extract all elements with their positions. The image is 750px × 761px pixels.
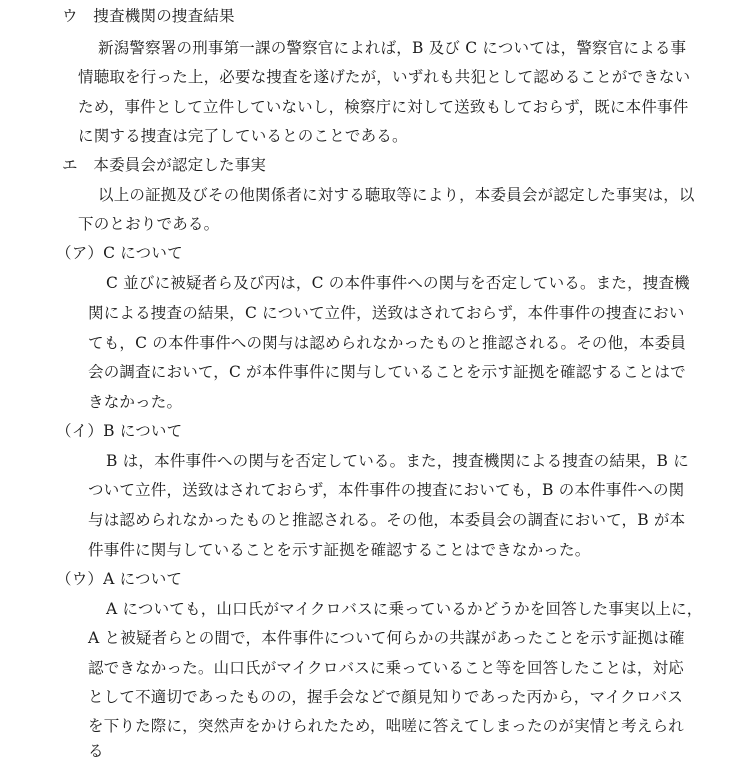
paragraph-line: 与は認められなかったものと推認される。その他，本委員会の調査において，B が本 [88,511,686,529]
paragraph-line: 会の調査において，C が本件事件に関与していることを示す証拠を確認することはで [88,363,686,381]
item-heading-u: （ウ）A について [56,570,183,588]
paragraph-line: 件事件に関与していることを示す証拠を確認することはできなかった。 [88,541,591,559]
paragraph-line: 情聴取を行った上，必要な捜査を遂げたが，いずれも共犯として認めることができない [78,68,691,86]
item-heading-i: （イ）B について [56,422,183,440]
paragraph-line: 新潟警察署の刑事第一課の警察官によれば，B 及び C については，警察官による事 [98,39,687,57]
paragraph-line: 関による捜査の結果，C について立件，送致はされておらず，本件事件の捜査におい [88,304,685,322]
paragraph-line: A と被疑者らとの間で，本件事件について何らかの共謀があったことを示す証拠は確 [88,629,685,647]
paragraph-line: B は，本件事件への関与を否定している。また，捜査機関による捜査の結果，B に [106,452,689,470]
paragraph-line: を下りた際に，突然声をかけられたため，咄嗟に答えてしまったのが実情と考えられ [88,717,684,735]
paragraph-line: ため，事件として立件していないし，検察庁に対して送致もしておらず，既に本件事件 [78,98,689,116]
paragraph-line: ても，C の本件事件への関与は認められなかったものと推認される。その他，本委員 [88,334,687,352]
paragraph-line: る [88,742,104,760]
paragraph-line: A についても，山口氏がマイクロバスに乗っているかどうかを回答した事実以上に， [106,600,703,618]
paragraph-line: C 並びに被疑者ら及び丙は，C の本件事件への関与を否定している。また，捜査機 [106,274,690,292]
paragraph-line: 認できなかった。山口氏がマイクロバスに乗っていること等を回答したことは，対応 [88,659,684,677]
paragraph-line: きなかった。 [88,393,183,411]
paragraph-line: 以上の証拠及びその他関係者に対する聴取等により，本委員会が認定した事実は，以 [98,186,695,204]
paragraph-line: に関する捜査は完了しているとのことである。 [78,127,408,145]
paragraph-line: ついて立件，送致はされておらず，本件事件の捜査においても，B の本件事件への関 [88,481,685,499]
paragraph-line: として不適切であったものの，握手会などで顔見知りであった丙から，マイクロバス [88,688,684,706]
paragraph-line: 下のとおりである。 [78,215,220,233]
section-heading-u: ウ 捜査機関の捜査結果 [62,7,235,25]
section-heading-e: エ 本委員会が認定した事実 [62,156,267,174]
item-heading-a: （ア）C について [56,244,183,262]
